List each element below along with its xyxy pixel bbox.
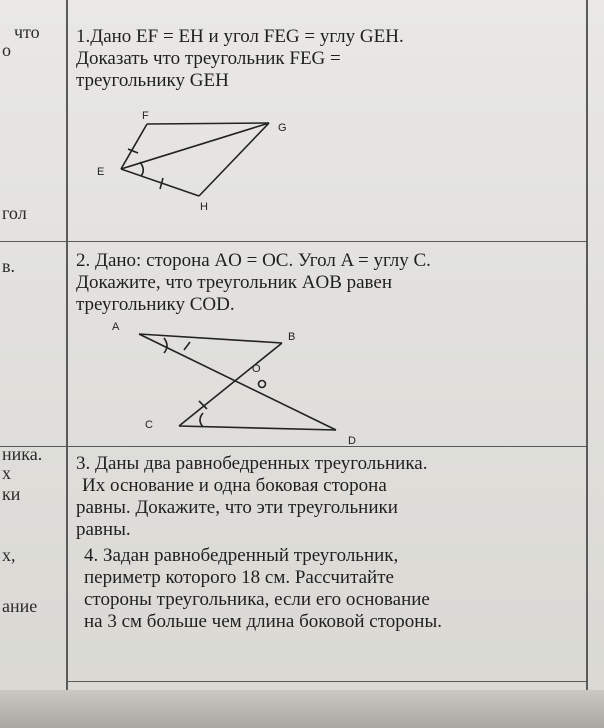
label-d: D — [348, 435, 356, 447]
problem-3-line-3: равны. Докажите, что эти треугольники — [76, 497, 398, 518]
point-o-mark — [259, 381, 266, 388]
tick-ao — [184, 342, 190, 350]
problem-3-line-4: равны. — [76, 519, 131, 540]
left-fragment-5: ника. — [2, 444, 43, 464]
left-fragment-2: о — [2, 40, 11, 60]
problem-2-line-3: треугольнику COD. — [76, 294, 235, 315]
problem-4-line-2: периметр которого 18 см. Рассчитайте — [84, 567, 394, 588]
angle-mark-c — [200, 413, 203, 427]
problem-4-line-1: 4. Задан равнобедренный треугольник, — [84, 545, 399, 566]
left-fragment-7: ки — [2, 484, 21, 504]
problem-2-line-1: 2. Дано: сторона AO = OC. Угол A = углу C. — [76, 250, 431, 271]
problem-4-text — [76, 545, 442, 633]
label-o: O — [252, 363, 261, 375]
segment-ad — [139, 334, 336, 430]
label-g: G — [278, 122, 287, 134]
left-fragment-4: в. — [2, 256, 15, 276]
left-fragment-8: х, — [2, 545, 16, 565]
left-fragment-6: х — [2, 463, 11, 483]
problem-1-line-1: 1.Дано EF = EH и угол FEG = углу GEH. — [76, 26, 404, 47]
problem-3-text — [76, 453, 427, 541]
problem-4-line-4: на 3 см больше чем длина боковой стороны. — [84, 611, 442, 632]
problem-3-line-1: 3. Даны два равнобедренных треугольника. — [76, 453, 428, 474]
problem-1-line-3: треугольнику GEH — [76, 70, 229, 91]
left-fragment-9: ание — [2, 596, 38, 616]
label-c: C — [145, 419, 153, 431]
left-fragment-3: гол — [2, 203, 27, 223]
label-h: H — [200, 201, 208, 213]
angle-mark-a — [164, 338, 167, 353]
problem-2-line-2: Докажите, что треугольник AOB равен — [76, 272, 393, 293]
problem-4-line-3: стороны треугольника, если его основание — [84, 589, 430, 610]
label-b: B — [288, 331, 296, 343]
left-fragment-1: что — [14, 22, 40, 42]
problem-3-line-2: Их основание и одна боковая сторона — [82, 475, 387, 496]
segment-ab — [139, 334, 282, 343]
label-e: E — [97, 166, 105, 178]
segment-bc — [179, 343, 282, 426]
label-a: A — [112, 321, 120, 333]
problem-1-line-2: Доказать что треугольник FEG = — [76, 48, 341, 69]
label-f: F — [142, 110, 149, 122]
